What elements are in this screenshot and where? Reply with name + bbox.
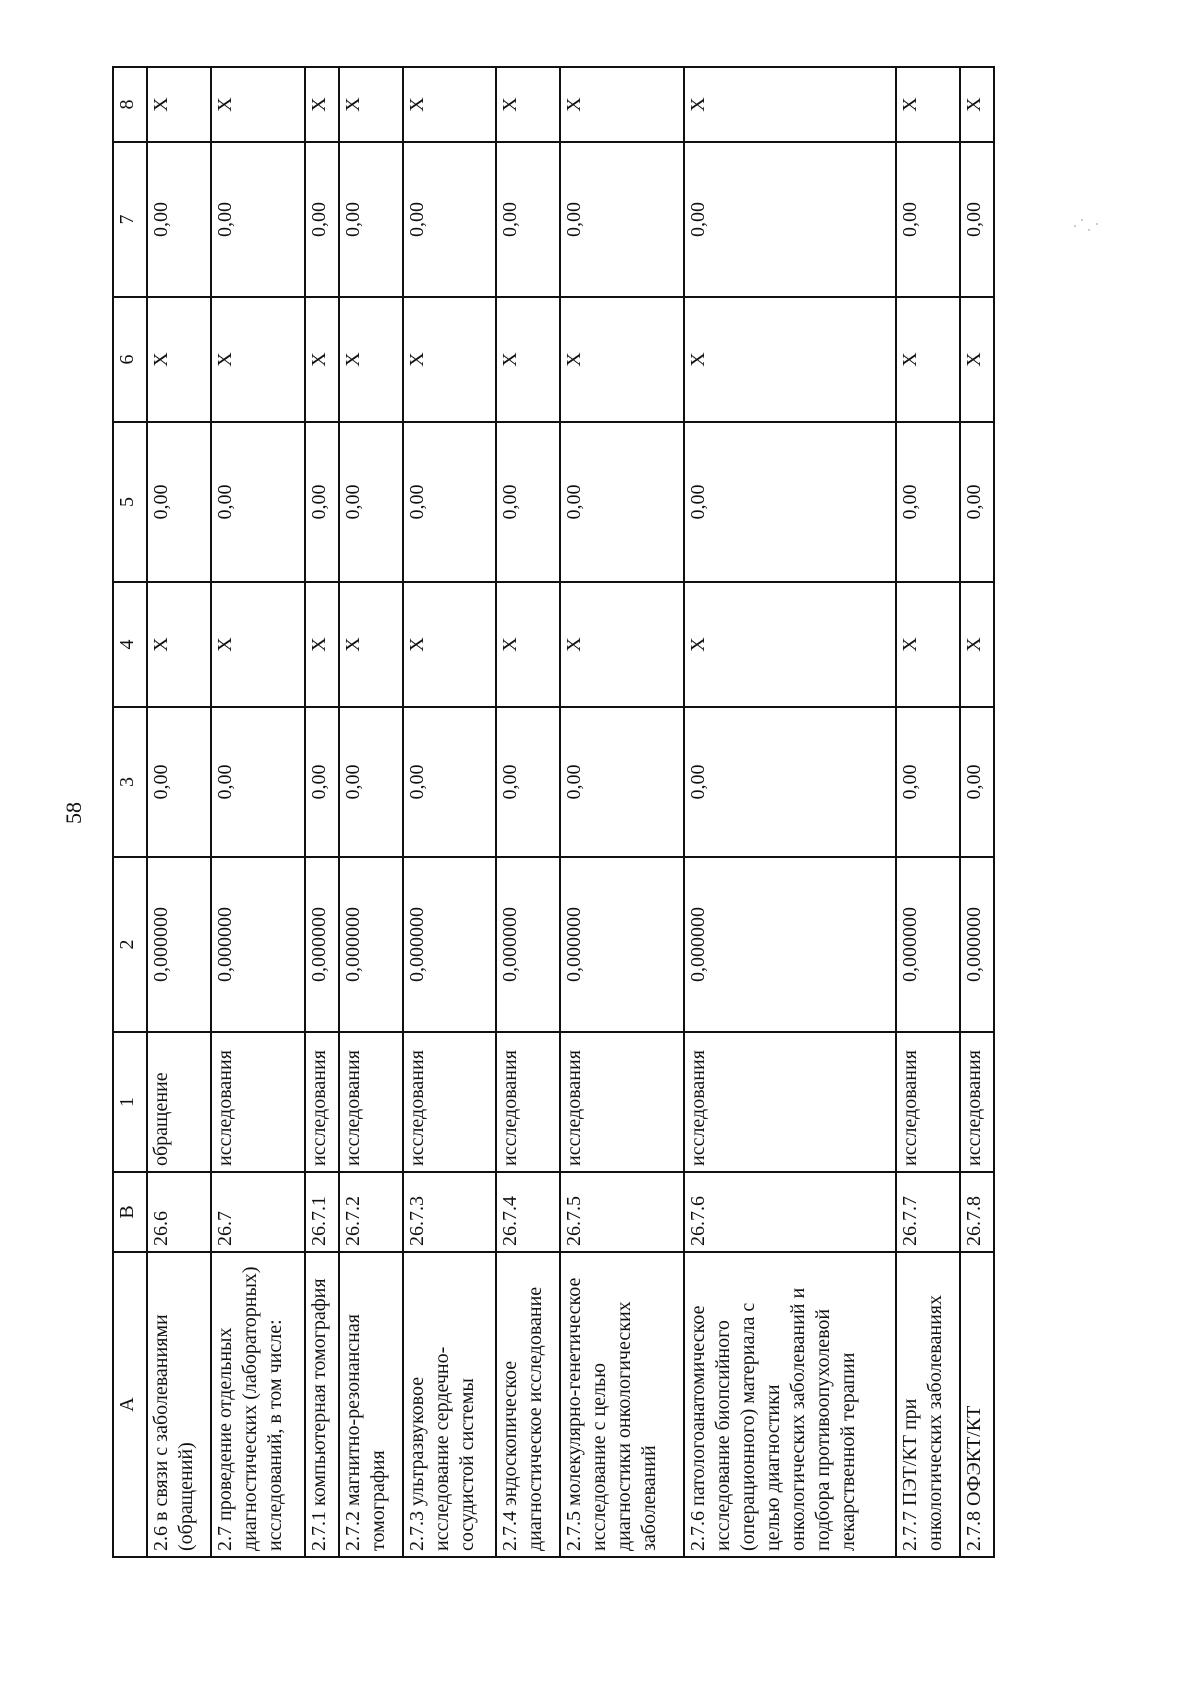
- cell-col-6: Х: [147, 297, 211, 422]
- cell-col-4: Х: [305, 582, 339, 707]
- cell-col-3: 0,00: [960, 707, 994, 857]
- cell-col-3: 0,00: [403, 707, 497, 857]
- cell-col-8: Х: [960, 67, 994, 142]
- cell-col-5: 0,00: [403, 422, 497, 582]
- page-number: 58: [61, 802, 86, 824]
- row-unit: исследования: [496, 1032, 560, 1172]
- cell-col-8: Х: [684, 67, 896, 142]
- cell-col-3: 0,00: [684, 707, 896, 857]
- cell-col-7: 0,00: [403, 142, 497, 297]
- header-cell-6: 6: [113, 297, 147, 422]
- row-unit: исследования: [305, 1032, 339, 1172]
- header-cell-b: B: [113, 1172, 147, 1252]
- cell-col-3: 0,00: [147, 707, 211, 857]
- cell-col-6: Х: [560, 297, 683, 422]
- cell-col-2: 0,000000: [496, 857, 560, 1032]
- cell-col-8: Х: [211, 67, 305, 142]
- row-unit: исследования: [560, 1032, 683, 1172]
- row-unit: исследования: [896, 1032, 960, 1172]
- header-cell-8: 8: [113, 67, 147, 142]
- cell-col-5: 0,00: [305, 422, 339, 582]
- rotated-content: [60, 68, 1040, 1558]
- row-name: 2.7.4 эндоскопическое диагностическое исследование: [496, 1252, 560, 1557]
- cell-col-2: 0,000000: [960, 857, 994, 1032]
- header-cell-5: 5: [113, 422, 147, 582]
- cell-col-8: Х: [305, 67, 339, 142]
- table-row: [496, 67, 560, 1557]
- cell-col-3: 0,00: [211, 707, 305, 857]
- row-name: 2.7.6 патологоанатомическое исследование биопсийного (операционного) материала с целью диагностики онкологических заболеваний и подбора противоопухолевой лекарственной терапии: [684, 1252, 896, 1557]
- cell-col-8: Х: [339, 67, 403, 142]
- cell-col-2: 0,000000: [339, 857, 403, 1032]
- cell-col-5: 0,00: [560, 422, 683, 582]
- row-unit: обращение: [147, 1032, 211, 1172]
- cell-col-6: Х: [684, 297, 896, 422]
- cell-col-5: 0,00: [339, 422, 403, 582]
- cell-col-5: 0,00: [147, 422, 211, 582]
- cell-col-7: 0,00: [496, 142, 560, 297]
- row-code: 26.7.5: [560, 1172, 683, 1252]
- cell-col-3: 0,00: [896, 707, 960, 857]
- cell-col-7: 0,00: [339, 142, 403, 297]
- cell-col-6: Х: [960, 297, 994, 422]
- row-unit: исследования: [211, 1032, 305, 1172]
- header-cell-a: A: [113, 1252, 147, 1557]
- header-cell-2: 2: [113, 857, 147, 1032]
- cell-col-6: Х: [305, 297, 339, 422]
- cell-col-3: 0,00: [305, 707, 339, 857]
- cell-col-2: 0,000000: [684, 857, 896, 1032]
- row-unit: исследования: [403, 1032, 497, 1172]
- cell-col-7: 0,00: [896, 142, 960, 297]
- cell-col-5: 0,00: [496, 422, 560, 582]
- cell-col-2: 0,000000: [560, 857, 683, 1032]
- row-unit: исследования: [684, 1032, 896, 1172]
- cell-col-5: 0,00: [211, 422, 305, 582]
- cell-col-3: 0,00: [339, 707, 403, 857]
- row-code: 26.7.7: [896, 1172, 960, 1252]
- row-name: 2.6 в связи с заболеваниями (обращений): [147, 1252, 211, 1557]
- cell-col-4: Х: [684, 582, 896, 707]
- row-code: 26.7: [211, 1172, 305, 1252]
- cell-col-4: Х: [403, 582, 497, 707]
- cell-col-8: Х: [896, 67, 960, 142]
- row-code: 26.7.1: [305, 1172, 339, 1252]
- cell-col-4: Х: [896, 582, 960, 707]
- data-table: [112, 66, 995, 1558]
- table-row: [403, 67, 497, 1557]
- row-name: 2.7.3 ультразвуковое исследование сердечно-сосудистой системы: [403, 1252, 497, 1557]
- cell-col-2: 0,000000: [403, 857, 497, 1032]
- cell-col-5: 0,00: [960, 422, 994, 582]
- table-row: [305, 67, 339, 1557]
- row-code: 26.7.2: [339, 1172, 403, 1252]
- cell-col-3: 0,00: [496, 707, 560, 857]
- header-cell-4: 4: [113, 582, 147, 707]
- table-row: [211, 67, 305, 1557]
- table-row: [339, 67, 403, 1557]
- row-name: 2.7.8 ОФЭКТ/КТ: [960, 1252, 994, 1557]
- row-name: 2.7.5 молекулярно-генетическое исследование с целью диагностики онкологических заболеваний: [560, 1252, 683, 1557]
- cell-col-7: 0,00: [560, 142, 683, 297]
- scan-speckles: [1072, 215, 1102, 245]
- row-code: 26.7.4: [496, 1172, 560, 1252]
- row-unit: исследования: [960, 1032, 994, 1172]
- cell-col-7: 0,00: [684, 142, 896, 297]
- cell-col-7: 0,00: [960, 142, 994, 297]
- cell-col-7: 0,00: [147, 142, 211, 297]
- cell-col-2: 0,000000: [896, 857, 960, 1032]
- cell-col-5: 0,00: [896, 422, 960, 582]
- cell-col-4: Х: [147, 582, 211, 707]
- cell-col-5: 0,00: [684, 422, 896, 582]
- cell-col-8: Х: [147, 67, 211, 142]
- cell-col-6: Х: [896, 297, 960, 422]
- cell-col-4: Х: [960, 582, 994, 707]
- table-row: [684, 67, 896, 1557]
- cell-col-2: 0,000000: [147, 857, 211, 1032]
- table-row: [560, 67, 683, 1557]
- header-cell-1: 1: [113, 1032, 147, 1172]
- cell-col-8: Х: [496, 67, 560, 142]
- cell-col-2: 0,000000: [305, 857, 339, 1032]
- cell-col-4: Х: [339, 582, 403, 707]
- row-name: 2.7 проведение отдельных диагностических (лабораторных) исследований, в том числе:: [211, 1252, 305, 1557]
- row-code: 26.6: [147, 1172, 211, 1252]
- cell-col-2: 0,000000: [211, 857, 305, 1032]
- cell-col-7: 0,00: [305, 142, 339, 297]
- row-code: 26.7.3: [403, 1172, 497, 1252]
- cell-col-7: 0,00: [211, 142, 305, 297]
- cell-col-6: Х: [211, 297, 305, 422]
- header-cell-3: 3: [113, 707, 147, 857]
- cell-col-8: Х: [403, 67, 497, 142]
- cell-col-8: Х: [560, 67, 683, 142]
- header-row: [113, 67, 147, 1557]
- cell-col-4: Х: [211, 582, 305, 707]
- row-name: 2.7.1 компьютерная томография: [305, 1252, 339, 1557]
- table-row: [147, 67, 211, 1557]
- cell-col-6: Х: [403, 297, 497, 422]
- row-unit: исследования: [339, 1032, 403, 1172]
- cell-col-4: Х: [496, 582, 560, 707]
- header-cell-7: 7: [113, 142, 147, 297]
- table-row: [896, 67, 960, 1557]
- row-name: 2.7.2 магнитно-резонансная томография: [339, 1252, 403, 1557]
- table-row: [960, 67, 994, 1557]
- row-code: 26.7.8: [960, 1172, 994, 1252]
- cell-col-6: Х: [496, 297, 560, 422]
- cell-col-4: Х: [560, 582, 683, 707]
- row-code: 26.7.6: [684, 1172, 896, 1252]
- cell-col-6: Х: [339, 297, 403, 422]
- cell-col-3: 0,00: [560, 707, 683, 857]
- row-name: 2.7.7 ПЭТ/КТ при онкологических заболеваниях: [896, 1252, 960, 1557]
